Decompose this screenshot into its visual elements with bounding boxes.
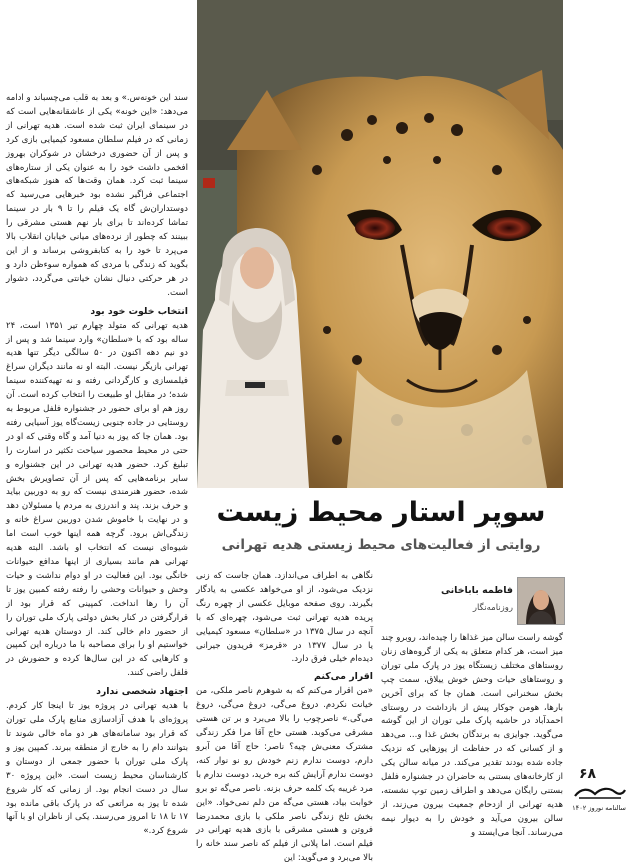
section-heading: انتخاب خلوت خود بود (90, 305, 188, 317)
section-heading: اجتهاد شخصی ندارد (96, 686, 188, 698)
section-heading: اقرار می‌کنم (314, 671, 373, 683)
article-subheadline: روایتی از فعالیت‌های محیط زیستی هدیه تهرانی (221, 537, 541, 553)
author-avatar (517, 577, 565, 625)
author-byline (380, 577, 565, 629)
paragraph: هدیه تهرانی که متولد چهارم تیر ۱۳۵۱ است، ۲۴ ساله بود که با «سلطان» وارد سینما شد و پس از دو نیم دهه اکنون در ۵۰ سالگی دیگر تنها هدیه تهرانی بازیگر نیست. البته او نه مانند دیگران سراغ فیلمسازی و کارگردانی رفته و نه تهیه‌کننده سینما شده؛ در مقابل او طبیعت را انتخاب کرده است. آن روز هم او برای حضور در جشنواره فلفل مربوط به روستایی در جاده جنوبی زیست‌گاه یوز آسیایی رفته بود. همان جا که یوز به دنیا آمد و گاه وقتی که او در حتی در محیط محصور سیاحت تکثیر در اسارت را تبلیغ کرد. حضور هدیه تهرانی در این جشنواره و سایر برنامه‌هایی که پس از آن تصاویرش بخش شده، حضور هنرمندی نیست که رو به دوربین بیاید و حرف بزند. پند و اندرزی به مردم یا مسئولان دهد و در نهایت با خاموش شدن دوربین سراغ خانه و زندگی‌اش برود. گرچه همه اینها خوب است اما شیوه‌ای نیست که انتخاب او باشد. البته هدیه تهرانی هم مانند بسیاری از اینها مدافع حیوانات خانگی بود. این فعالیت در او دوام نداشت و حیات وحش و حیوانات وحشی را رفته رفته کمبین یوز تا آن را رها انداخت. کمپینی که قرار بود از قرارگرفتن در کنار بخش دولتی پارک ملی توران را از حضور دام خالی کند. از دوستان هدیه تهرانی خواستیم او را برای مصاحبه با ما درباره این کمپین و کارهایی که در این سال‌ها کرده و حضورش در فلفل راضی کنند. (6, 320, 188, 679)
issue-line: سالنامه نوروز ۱۴۰۲ (572, 804, 626, 812)
article-column-middle (196, 570, 373, 864)
page-number: ۶۸ (579, 766, 597, 782)
lead-photo (197, 0, 563, 488)
magazine-logo (571, 784, 627, 802)
paragraph: سند این خونه‌س.» و بعد به قلب می‌چسباند و ادامه می‌دهد: «این خونه» یکی از عاشقانه‌هایی است که در سینمای ایران ثبت شده است. هدیه تهرانی از زمانی که در فیلم سلطان مسعود کیمیایی بازی کرد و پس از آن حضوری درخشان در شوکران بهروز افخمی داشت خود را به عنوان یکی از ستاره‌های سینما ثبت کرد. همان وقت‌ها که هنوز شبکه‌های اجتماعی فراگیر نشده بود خبرهایی می‌رسید که دوستداران‌ش گاه یک فیلم را تا ۹ بار در سینما تماشا کرده‌اند تا برای بار نهم هستی مشرقی را ببینند که چطور از نرده‌های میانی خیابان انقلاب بالا می‌پرد تا خود را به کتابفروشی برساند و از این بگوید که زندگی با مردی که همواره سوءظن دارد و در هر حرکتی دنبال نشان خیانتی می‌گردد، دشوار است. (6, 93, 188, 298)
article-column-left (6, 92, 188, 837)
article-headline: سوپر استار محیط زیست (216, 497, 546, 528)
cheetah-billboard-illustration (197, 0, 563, 488)
author-role: روزنامه‌نگار (472, 603, 513, 613)
avatar-portrait-icon (518, 578, 564, 624)
paragraph: نگاهی به اطراف می‌اندازد. همان جاست که زنی نزدیک می‌شود، از او می‌خواهد عکسی به یادگار بگیرند. روی صفحه موبایل عکسی از چهره رنگ پریده هدیه تهرانی ثبت می‌شود، چهره‌ای که با آنچه در سال ۱۳۷۵ در «سلطان» مسعود کیمیایی یا در سال ۱۳۷۷ در «قرمز» فریدون جیرانی دیده‌ام خیلی فرق دارد. (196, 571, 373, 665)
paragraph: «من اقرار می‌کنم که به شوهرم ناصر ملکی، من خیانت نکردم. دروغ می‌گی، دروغ می‌گی، دروغ می‌گی.» ناصرچوب را بالا می‌برد و بر تن هستی مشرقی می‌کوبد. هستی حاج آقا مرا فکر زندگی مشترک معنی‌ش چیه؟ ناصر: حاج آقا من آبرو دارم، دوست ندارم زنم خودش رو نو نوار کنه، دوست ندارم آرایش کنه بره خرید، دوست ندارم با مرد غریبه یک کلمه حرف بزنه. ناصر می‌گه تو برو خوابت بیاد، هستی می‌گه من دلم نمی‌خواد. «این بخش تلخ زندگی ناصر ملکی با بازی محمدرضا فروتن و هستی مشرقی با بازی هدیه تهرانی در فیلم است. اما پلانی از فیلم که ناصر سند خانه را بالا می‌برد و می‌گوید: این (196, 686, 373, 864)
paragraph: با هدیه تهرانی در پروژه یوز تا اینجا کار کردم. پروژه‌ای با هدف آزادسازی منابع پارک ملی توران که قرار بود سامانه‌های هر دو ماه خالی شوند تا بتوانند دام را به خارج از منطقه ببرند. کمپین یوز و پارک ملی توران با حضور جمعی از دوستان و کارشناسان محیط زیست است. «این پروژه ۳۰ سال در دست انجام بود. از زمانی که کار شروع شده تا یوز به مراتعی که در پارک باقی مانده بود ۱۷ تا ۱۸ تا امروز می‌رسند. یکی از ناظران او با آنها شروع کرد.» (6, 701, 188, 837)
author-name: فاطمه باباخانی (440, 585, 513, 596)
paragraph: گوشه راست سالن میز غذاها را چیده‌اند، روبرو چند میز است، هر کدام متعلق به یکی از گروه‌های زنان روستاهای مختلف زیستگاه یوز در پارک ملی توران و روستاهای حیات وحش خوش ییلاق، سمت چپ بخش سخنرانی است. همان جا که برای آخرین بارها، هومن جوکار پیش از بازداشت در روستای احمدآباد در حاشیه پارک ملی توران از این گوشه می‌گوید. جوایزی به برندگان بخش غذا و... می‌دهد و از کسانی که در حفاظت از یوزهایی که نزدیک جاده شده بودند تقدیر می‌کند. در میانه سالن یکی از کارخانه‌های بستنی به حاضران در جشنواره فلفل بستنی رایگان می‌دهد و اطراف زمین توپ نشسته، هدیه تهرانی از ازدحام جمعیت بیرون می‌زند، از سالن بیرون می‌آید و خودش را به دیوار نیمه می‌رساند. آنجا می‌ایستد و (381, 633, 563, 838)
brand-logo-icon (571, 784, 627, 802)
article-column-right (381, 632, 563, 838)
